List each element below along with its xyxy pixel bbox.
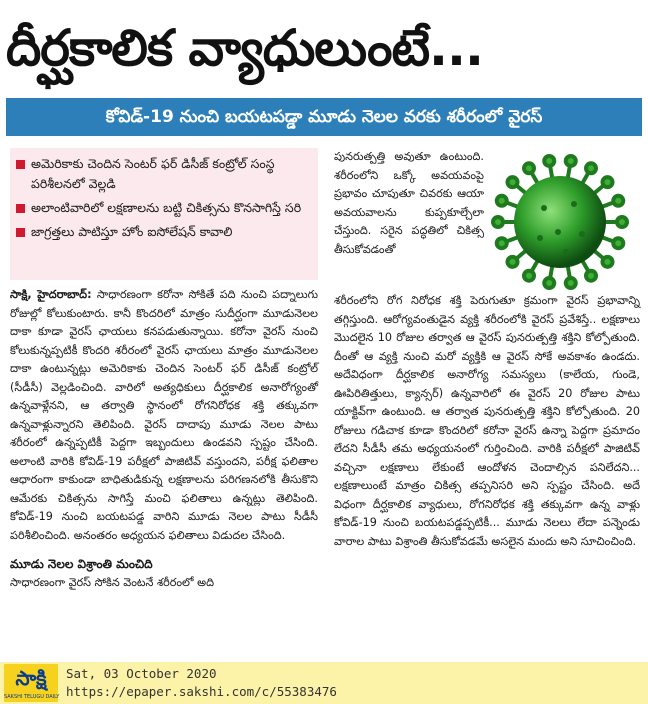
- article-paragraph: సాధారణంగా వైరస్‌ సోకిన వెంటనే శరీరంలో అది: [10, 575, 214, 589]
- article-paragraph: పునరుత్పత్తి అవుతూ ఉంటుంది. శరీరంలోని ఒక్కో అవయవంపై ప్రభావం చూపుతూ చివరకు ఆయా అవయవాలను కుప్పకూల్చేలా చేస్తుంది. సరైన పద్ధతిలో చికిత్స తీసుకోవడంతో: [334, 150, 484, 256]
- sakshi-logo: [4, 664, 58, 702]
- article-paragraph: శరీరంలోని రోగ నిరోధక శక్తి పెరుగుతూ క్రమంగా వైరస్‌ ప్రభావాన్ని తగ్గిస్తుంది. ఆరోగ్యవంతుడైన వ్యక్తి శరీరంలోకి వైరస్‌ ప్రవేశిస్తే.. లక్షణాలు మొదలైన 10 రోజుల తర్వాత ఆ వైరస్‌ పునరుత్పత్తి శక్తిని కోల్పోతుంది. దీంతో ఆ వ్యక్తి నుంచి మరో వ్యక్తికి ఆ వైరస్‌ సోకే అవకాశం ఉండదు. అదేవిధంగా దీర్ఘకాలిక అనారోగ్య సమస్యలు (కాలేయ, గుండె, ఊపిరితిత్తులు, క్యాన్సర్‌) ఉన్నవారిలో ఈ వైరస్‌ 20 రోజుల పాటు యాక్టివ్‌గా ఉంటుంది. ఆ తర్వాత పునరుత్పత్తి శక్తిని కోల్పోతుంది. 20 రోజులు గడిచాక కూడా కొందరిలో కరోనా వైరస్‌ ఉన్నా పెద్దగా ప్రమాదం లేదని సీడీసీ తమ అధ్యయనంలో గుర్తించింది. వారికి పరీక్షలో పాజిటివ్‌ వచ్చినా లక్షణాలు లేకుంటే ఆందోళన చెందాల్సిన పనిలేదని... లక్షణాలుంటే మాత్రం చికిత్స తప్పనిసరి అని స్పష్టం చేసింది. అదే విధంగా దీర్ఘకాలిక వ్యాధులు, రోగనిరోధక శక్తి తక్కువగా ఉన్న వాళ్లు కోవిడ్‌-19 నుంచి బయటపడ్డప్పటికీ... మూడు నెలలు లేదా పన్నెండు వారాల పాటు విశ్రాంతి తీసుకోవడమే అసలైన మందు అని సూచించింది.: [334, 294, 640, 548]
- footer-bar: [0, 662, 648, 704]
- square-bullet-icon: [16, 160, 25, 169]
- logo-tagline: SAKSHI TELUGU DAILY: [4, 694, 60, 700]
- source-url[interactable]: https://epaper.sakshi.com/c/55383476: [66, 684, 337, 699]
- paragraph-text: సాధారణంగా కరోనా సోకితే పది నుంచి పద్నాలుగు రోజుల్లో కోలుకుంటారు. కానీ కొందరిలో మాత్రం సుదీర్ఘంగా మూడునెలల దాకా కూడా వైరస్‌ ఛాయలు కనపడుతున్నాయి. కరోనా వైరస్‌ నుంచి కోలుకున్నప్పటికీ కొందరి శరీరంలో వైరస్‌ ఛాయలు మాత్రం మూడునెలల దాకా ఉంటున్నట్లు అమెరికాకు చెందిన సెంటర్‌ ఫర్‌ డిసీజ్‌ కంట్రోల్‌ (సీడీసీ) వెల్లడించింది. వారిలో అత్యధికులు దీర్ఘకాలిక అనారోగ్యంతో ఉన్నవాళ్లేనని, ఆ తర్వాతి స్థానంలో రోగనిరోధక శక్తి తక్కువగా ఉన్నవాళ్లున్నారని తెలిపింది. వైరస్‌ దాదాపు మూడు నెలల పాటు శరీరంలో ఉన్నప్పటికీ పెద్దగా ఇబ్బందులు ఉండవని స్పష్టం చేసింది. అలాంటి వారికి కోవిడ్‌-19 పరీక్షలో పాజిటివ్‌ వస్తుందని, పరీక్ష ఫలితాల ఆధారంగా కాకుండా బాధితుడికున్న లక్షణాలను పరిగణనలోకి తీసుకొని ఆమేరకు చికిత్సను సాగిస్తే మంచి ఫలితాలు ఉన్నట్లు తెలిపింది. కోవిడ్‌-19 నుంచి బయటపడ్డ వారిని మూడు నెలల పాటు సీడీసీ పరిశీలించింది. అనంతరం అధ్యయన ఫలితాలు విడుదల చేసింది.: [10, 288, 318, 542]
- square-bullet-icon: [16, 228, 25, 237]
- highlight-text: అలాంటివారిలో లక్షణాలను బట్టి చికిత్సను కొనసాగిస్తే సరి: [31, 200, 302, 215]
- article-column-right-top: [334, 148, 484, 259]
- highlight-item: [16, 222, 312, 242]
- logo-text: సాక్షి: [15, 666, 47, 690]
- byline: సాక్షి, హైదరాబాద్‌:: [10, 288, 92, 301]
- highlight-text: అమెరికాకు చెందిన సెంటర్‌ ఫర్‌ డిసీజ్‌ కంట్రోల్‌ సంస్థ పరిశీలనలో వెల్లడి: [31, 156, 275, 191]
- highlight-text: జాగ్రత్తలు పాటిస్తూ హోం ఐసోలేషన్‌ కావాలి: [31, 224, 233, 239]
- square-bullet-icon: [16, 204, 25, 213]
- publication-date: Sat, 03 October 2020: [66, 666, 217, 681]
- highlight-item: [16, 154, 312, 194]
- headline: దీర్ఘకాలిక వ్యాధులుంటే...: [6, 19, 484, 77]
- highlights-box: [10, 148, 318, 280]
- article-paragraph: [10, 286, 318, 545]
- article-column-right: [334, 292, 640, 551]
- article-column-left: [10, 286, 318, 592]
- highlight-item: [16, 198, 312, 218]
- section-heading: మూడు నెలల విశ్రాంతి మంచిది: [10, 557, 153, 571]
- subheadline-banner: కోవిడ్‌-19 నుంచి బయటపడ్డా మూడు నెలల వరకు శరీరంలో వైరస్‌: [6, 98, 642, 136]
- coronavirus-illustration-icon: [478, 148, 642, 294]
